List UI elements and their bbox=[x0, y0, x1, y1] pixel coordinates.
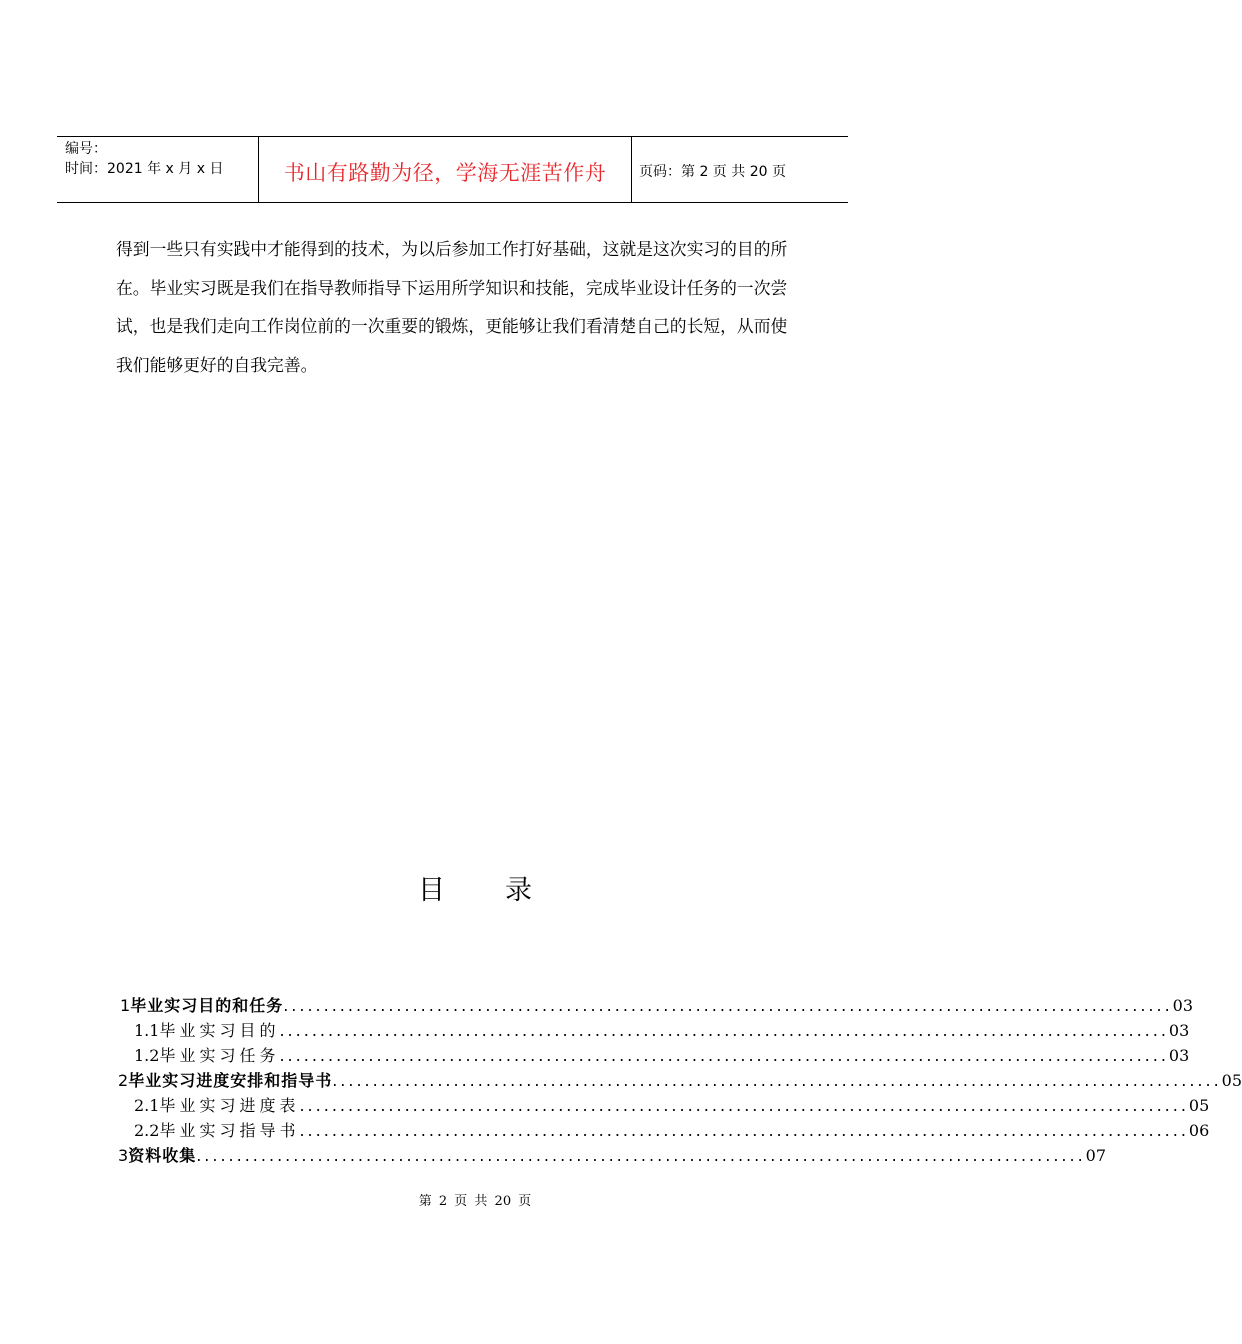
toc-entry-number: 1 bbox=[120, 996, 131, 1015]
page-header bbox=[57, 136, 848, 203]
toc-entry-number: 2.2 bbox=[134, 1121, 160, 1140]
body-paragraph: 得到一些只有实践中才能得到的技术，为以后参加工作打好基础，这就是这次实习的目的所在。毕业实习既是我们在指导教师指导下运用所学知识和技能，完成毕业设计任务的一次尝试，也是我们走向工作岗位前的一次重要的锻炼，更能够让我们看清楚自己的长短，从而使我们能够更好的自我完善。 bbox=[116, 239, 788, 375]
toc-entry-page: 03 bbox=[1168, 1046, 1190, 1065]
toc-entry-page: 07 bbox=[1085, 1146, 1107, 1165]
toc-entry[interactable] bbox=[118, 1143, 1107, 1168]
document-time-label: 时间：2021 年 x 月 x 日 bbox=[65, 161, 224, 177]
toc-leader-dots: .............................................................................................................. bbox=[196, 1146, 1086, 1165]
toc-leader-dots: .............................................................................................................. bbox=[279, 1021, 1169, 1040]
toc-entry-label: 资料收集 bbox=[128, 1146, 197, 1165]
page-footer: 第 2 页 共 20 页 bbox=[418, 1194, 532, 1209]
toc-entry[interactable] bbox=[134, 1093, 1210, 1118]
toc-leader-dots: .............................................................................................................. bbox=[299, 1121, 1189, 1140]
toc-leader-dots: .............................................................................................................. bbox=[299, 1096, 1189, 1115]
toc-entry-number: 2 bbox=[118, 1071, 129, 1090]
toc-entry-page: 06 bbox=[1188, 1121, 1210, 1140]
toc-entry-label: 毕业实习指导书 bbox=[159, 1121, 300, 1140]
header-divider bbox=[631, 137, 632, 203]
header-meta bbox=[65, 139, 261, 179]
header-motto: 书山有路勤为径，学海无涯苦作舟 bbox=[283, 161, 607, 185]
toc-entry[interactable] bbox=[118, 1068, 1242, 1093]
toc-entry-page: 03 bbox=[1172, 996, 1194, 1015]
toc-entry-number: 2.1 bbox=[134, 1096, 160, 1115]
toc-entry-page: 05 bbox=[1188, 1096, 1210, 1115]
toc-entry-page: 03 bbox=[1168, 1021, 1190, 1040]
toc-entry-label: 毕业实习进度安排和指导书 bbox=[128, 1071, 333, 1090]
toc-entry-label: 毕业实习任务 bbox=[159, 1046, 280, 1065]
toc-entry-page: 05 bbox=[1221, 1071, 1242, 1090]
toc-entry-label: 毕业实习进度表 bbox=[159, 1096, 300, 1115]
toc-entry[interactable] bbox=[134, 1043, 1190, 1068]
toc-entry[interactable] bbox=[134, 1018, 1190, 1043]
toc-leader-dots: .............................................................................................................. bbox=[283, 996, 1173, 1015]
toc-entry-number: 1.2 bbox=[134, 1046, 160, 1065]
toc-entry-label: 毕业实习目的 bbox=[159, 1021, 280, 1040]
toc-entry[interactable] bbox=[134, 1118, 1210, 1143]
toc-entry-number: 3 bbox=[118, 1146, 129, 1165]
toc-entry[interactable] bbox=[120, 993, 1194, 1018]
toc-entry-label: 毕业实习目的和任务 bbox=[130, 996, 284, 1015]
toc-leader-dots: .............................................................................................................. bbox=[332, 1071, 1222, 1090]
toc-entry-number: 1.1 bbox=[134, 1021, 160, 1040]
toc-title: 目录 bbox=[418, 875, 592, 906]
document-number-label: 编号： bbox=[65, 141, 107, 157]
header-page-info: 页码：第 2 页 共 20 页 bbox=[639, 164, 786, 180]
toc-leader-dots: .............................................................................................................. bbox=[279, 1046, 1169, 1065]
